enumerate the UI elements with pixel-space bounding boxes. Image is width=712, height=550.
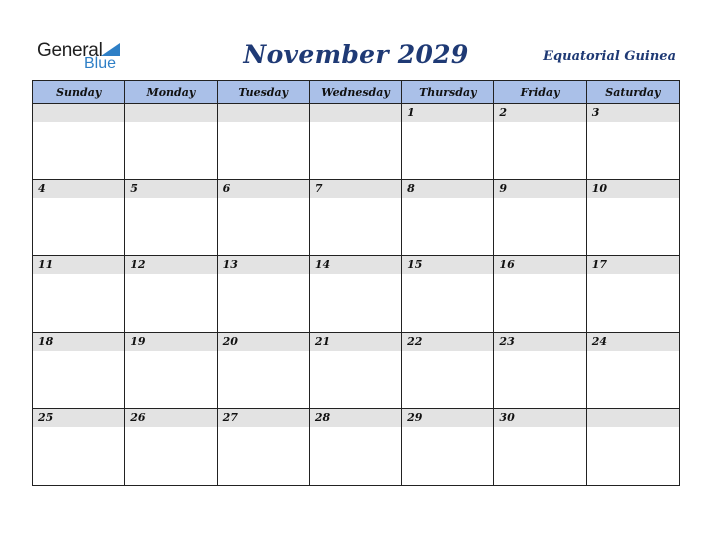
day-number: 8 [402, 180, 493, 198]
day-number: 7 [310, 180, 401, 198]
day-cell[interactable] [310, 256, 402, 331]
day-cell[interactable] [218, 333, 310, 408]
day-cell[interactable] [310, 180, 402, 255]
day-number: 9 [494, 180, 585, 198]
day-cell[interactable] [402, 104, 494, 179]
weekday-header: Saturday [605, 85, 661, 99]
weeks-container [33, 104, 679, 485]
week-row [33, 104, 679, 180]
day-cell[interactable] [494, 333, 586, 408]
day-cell[interactable] [494, 104, 586, 179]
day-cell[interactable] [587, 104, 679, 179]
day-cell[interactable] [33, 333, 125, 408]
day-number [125, 104, 216, 122]
day-number: 26 [125, 409, 216, 427]
day-cell[interactable] [218, 256, 310, 331]
day-number: 30 [494, 409, 585, 427]
day-number: 5 [125, 180, 216, 198]
day-cell[interactable] [125, 256, 217, 331]
day-number: 27 [218, 409, 309, 427]
day-cell[interactable] [494, 409, 586, 485]
day-number: 13 [218, 256, 309, 274]
day-cell[interactable] [494, 256, 586, 331]
day-cell[interactable] [33, 256, 125, 331]
day-number: 20 [218, 333, 309, 351]
week-row [33, 256, 679, 332]
day-number: 1 [402, 104, 493, 122]
day-number: 2 [494, 104, 585, 122]
day-number: 21 [310, 333, 401, 351]
day-number: 24 [587, 333, 679, 351]
weekday-header: Sunday [33, 81, 125, 103]
day-cell[interactable] [587, 256, 679, 331]
day-cell[interactable] [494, 180, 586, 255]
day-cell[interactable] [402, 333, 494, 408]
day-number: 19 [125, 333, 216, 351]
day-cell[interactable] [218, 104, 310, 179]
day-cell[interactable] [218, 409, 310, 485]
day-number: 15 [402, 256, 493, 274]
weekday-header: Monday [125, 81, 217, 103]
day-number: 28 [310, 409, 401, 427]
week-row [33, 180, 679, 256]
day-cell[interactable] [587, 409, 679, 485]
day-cell[interactable] [402, 256, 494, 331]
day-cell[interactable] [310, 104, 402, 179]
day-cell[interactable] [310, 333, 402, 408]
weekday-header: Friday [494, 81, 586, 103]
logo-text-general: General [37, 40, 103, 61]
day-number: 11 [33, 256, 124, 274]
day-number: 29 [402, 409, 493, 427]
country-label: Equatorial Guinea [543, 49, 676, 64]
day-cell[interactable] [33, 104, 125, 179]
day-cell[interactable] [33, 409, 125, 485]
day-number: 25 [33, 409, 124, 427]
day-cell[interactable] [125, 180, 217, 255]
day-cell[interactable] [402, 180, 494, 255]
day-number: 3 [587, 104, 679, 122]
day-number [218, 104, 309, 122]
weekday-header: Wednesday [310, 81, 402, 103]
calendar-grid [32, 80, 680, 486]
day-cell[interactable] [310, 409, 402, 485]
day-number: 23 [494, 333, 585, 351]
day-cell[interactable] [125, 104, 217, 179]
page-title: November 2029 [243, 40, 469, 69]
logo-text-blue: Blue [84, 55, 117, 72]
day-cell[interactable] [587, 333, 679, 408]
week-row [33, 409, 679, 485]
day-number: 4 [33, 180, 124, 198]
day-number [310, 104, 401, 122]
week-row [33, 333, 679, 409]
day-number: 16 [494, 256, 585, 274]
day-cell[interactable] [125, 409, 217, 485]
day-number [33, 104, 124, 122]
weekday-header-row [33, 81, 679, 104]
day-number: 17 [587, 256, 679, 274]
day-cell[interactable] [402, 409, 494, 485]
day-number [587, 409, 679, 427]
day-cell[interactable] [218, 180, 310, 255]
day-number: 18 [33, 333, 124, 351]
day-number: 10 [587, 180, 679, 198]
day-cell[interactable] [33, 180, 125, 255]
day-number: 14 [310, 256, 401, 274]
day-number: 6 [218, 180, 309, 198]
weekday-header: Tuesday [218, 81, 310, 103]
weekday-header: Thursday [402, 81, 494, 103]
day-cell[interactable] [125, 333, 217, 408]
day-number: 22 [402, 333, 493, 351]
day-cell[interactable] [587, 180, 679, 255]
day-number: 12 [125, 256, 216, 274]
